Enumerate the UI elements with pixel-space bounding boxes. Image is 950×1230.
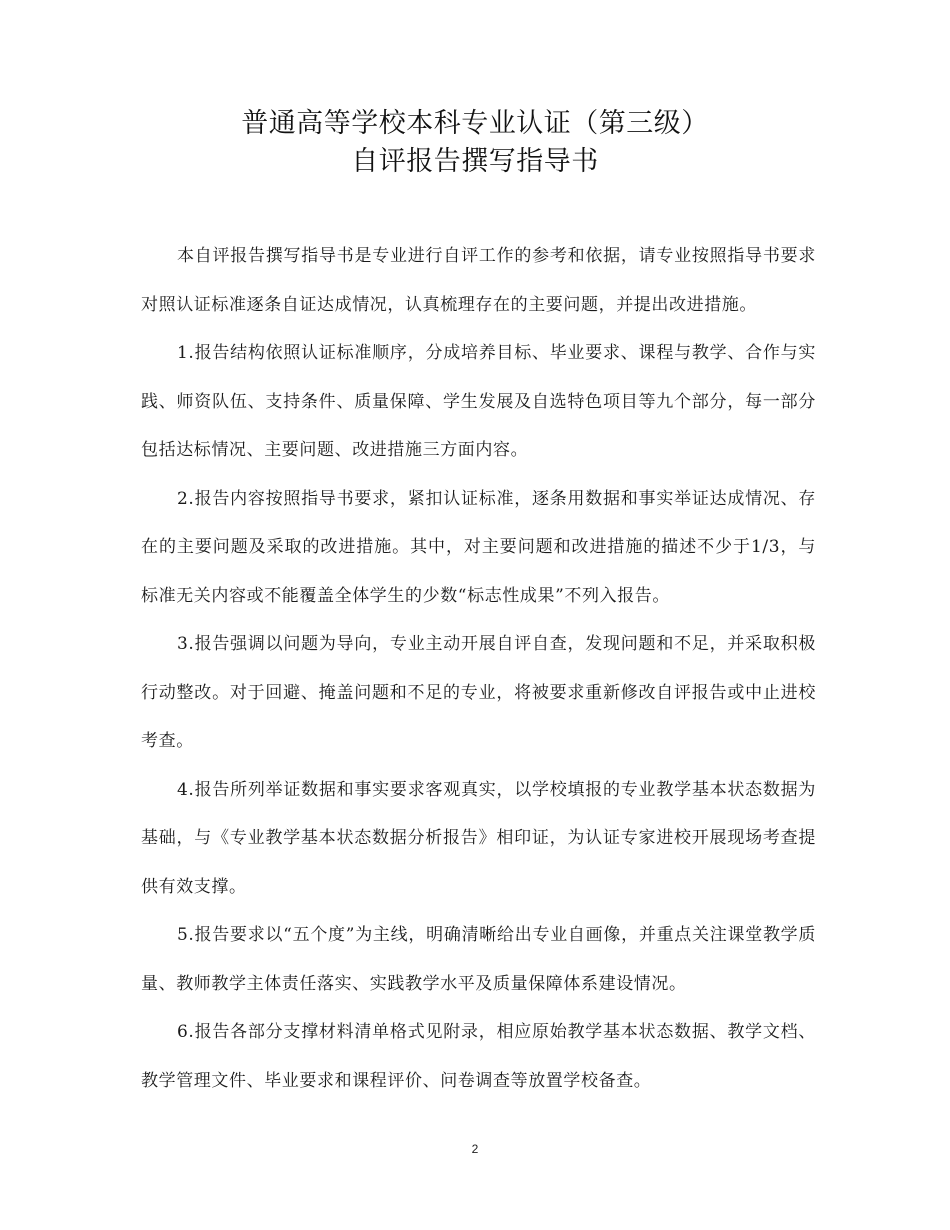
document-title-line-1: 普通高等学校本科专业认证（第三级） [241, 108, 709, 139]
paragraph-intro: 本自评报告撰写指导书是专业进行自评工作的参考和依据，请专业按照指导书要求对照认证标准逐条自证达成情况，认真梳理存在的主要问题，并提出改进措施。 [141, 246, 816, 315]
paragraph-item-6: 6.报告各部分支撑材料清单格式见附录，相应原始教学基本状态数据、教学文档、教学管理文件、毕业要求和课程评价、问卷调查等放置学校备查。 [141, 1022, 816, 1091]
document-title-line-2: 自评报告撰写指导书 [351, 146, 599, 177]
paragraph-item-4: 4.报告所列举证数据和事实要求客观真实，以学校填报的专业教学基本状态数据为基础，与《专业教学基本状态数据分析报告》相印证，为认证专家进校开展现场考查提供有效支撑。 [141, 779, 816, 897]
page-number: 2 [471, 1142, 479, 1156]
document-body [141, 232, 816, 1105]
paragraph-item-3: 3.报告强调以问题为导向，专业主动开展自评自查，发现问题和不足，并采取积极行动整改。对于回避、掩盖问题和不足的专业，将被要求重新修改自评报告或中止进校考查。 [141, 634, 816, 751]
paragraph-item-5: 5.报告要求以“五个度”为主线，明确清晰给出专业自画像，并重点关注课堂教学质量、教师教学主体责任落实、实践教学水平及质量保障体系建设情况。 [141, 925, 816, 994]
paragraph-item-1: 1.报告结构依照认证标准顺序，分成培养目标、毕业要求、课程与教学、合作与实践、师资队伍、支持条件、质量保障、学生发展及自选特色项目等九个部分，每一部分包括达标情况、主要问题、改进措施三方面内容。 [141, 343, 816, 460]
paragraph-item-2: 2.报告内容按照指导书要求，紧扣认证标准，逐条用数据和事实举证达成情况、存在的主要问题及采取的改进措施。其中，对主要问题和改进措施的描述不少于1/3，与标准无关内容或不能覆盖全体学生的少数“标志性成果”不列入报告。 [141, 488, 816, 606]
